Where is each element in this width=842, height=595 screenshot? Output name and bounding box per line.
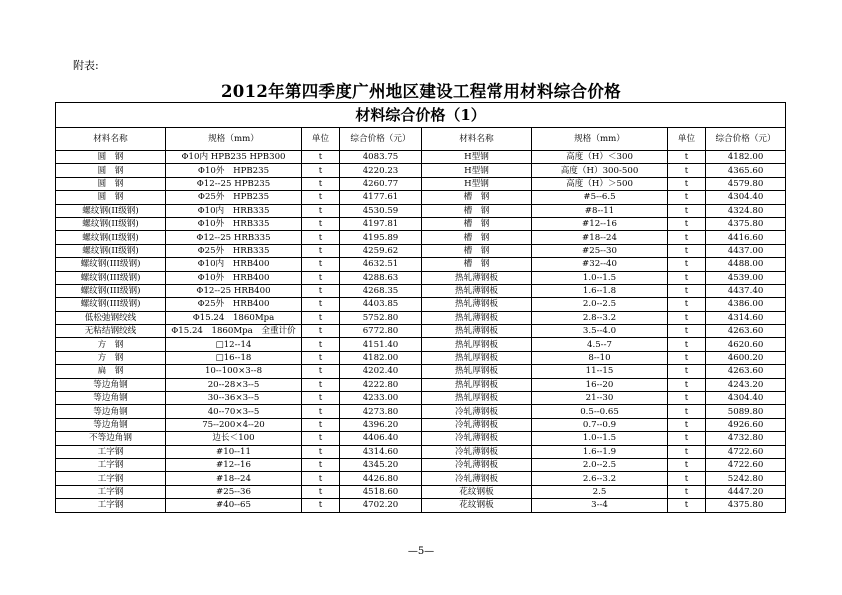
material-name-right: 冷轧薄钢板 [422,472,532,485]
material-name-left: 工字钢 [56,499,166,512]
price-left: 4220.23 [340,164,422,177]
unit-right: t [668,244,706,257]
material-name-right: 热轧薄钢板 [422,311,532,324]
spec-right: #12--16 [532,217,668,230]
table-row [56,445,786,458]
price-left: 4197.81 [340,217,422,230]
material-name-left: 圆 钢 [56,151,166,164]
unit-left: t [302,325,340,338]
price-right: 4600.20 [706,351,786,364]
material-name-left: 等边角钢 [56,418,166,431]
price-left: 4268.35 [340,284,422,297]
spec-left: 20--28×3--5 [166,378,302,391]
spec-right: #32--40 [532,258,668,271]
material-name-left: 方 钢 [56,351,166,364]
price-right: 4416.60 [706,231,786,244]
price-left: 4151.40 [340,338,422,351]
table-row [56,284,786,297]
price-left: 4182.00 [340,351,422,364]
spec-right: #25--30 [532,244,668,257]
unit-left: t [302,258,340,271]
material-name-right: 冷轧薄钢板 [422,432,532,445]
price-left: 4202.40 [340,365,422,378]
price-right: 4447.20 [706,485,786,498]
spec-right: 2.8--3.2 [532,311,668,324]
unit-left: t [302,204,340,217]
material-name-right: 热轧薄钢板 [422,325,532,338]
unit-left: t [302,271,340,284]
material-name-right: 花纹钢板 [422,499,532,512]
table-row [56,338,786,351]
attachment-label: 附表: [73,59,99,72]
spec-right: #18--24 [532,231,668,244]
spec-left: 40--70×3--5 [166,405,302,418]
table-row [56,177,786,190]
material-name-right: 热轧厚钢板 [422,365,532,378]
unit-right: t [668,472,706,485]
spec-left: Φ10内 HRB335 [166,204,302,217]
unit-left: t [302,499,340,512]
spec-left: Φ10内 HRB400 [166,258,302,271]
unit-right: t [668,405,706,418]
material-name-right: 槽 钢 [422,258,532,271]
table-row [56,325,786,338]
spec-right: 高度（H）300-500 [532,164,668,177]
spec-left: Φ12--25 HPB235 [166,177,302,190]
unit-left: t [302,151,340,164]
table-row [56,365,786,378]
spec-right: 1.0--1.5 [532,271,668,284]
unit-left: t [302,177,340,190]
price-left: 4233.00 [340,392,422,405]
material-name-left: 无粘结钢绞线 [56,325,166,338]
unit-left: t [302,351,340,364]
unit-right: t [668,151,706,164]
spec-left: Φ25外 HRB400 [166,298,302,311]
unit-right: t [668,499,706,512]
spec-right: 0.7--0.9 [532,418,668,431]
unit-right: t [668,311,706,324]
price-left: 5752.80 [340,311,422,324]
material-name-left: 圆 钢 [56,191,166,204]
table-row [56,164,786,177]
material-name-right: H型钢 [422,177,532,190]
spec-right: 4.5--7 [532,338,668,351]
table-row [56,151,786,164]
price-right: 4386.00 [706,298,786,311]
header-unit-right: 单位 [668,128,706,151]
price-left: 4530.59 [340,204,422,217]
unit-left: t [302,458,340,471]
header-row [56,128,786,151]
unit-right: t [668,164,706,177]
spec-right: 1.0--1.5 [532,432,668,445]
unit-right: t [668,217,706,230]
spec-left: Φ12--25 HRB335 [166,231,302,244]
price-left: 4426.80 [340,472,422,485]
unit-right: t [668,258,706,271]
unit-right: t [668,418,706,431]
table-row [56,244,786,257]
price-left: 6772.80 [340,325,422,338]
unit-left: t [302,284,340,297]
material-name-right: 花纹钢板 [422,485,532,498]
material-name-left: 等边角钢 [56,405,166,418]
price-right: 4620.60 [706,338,786,351]
price-right: 4365.60 [706,164,786,177]
material-name-right: 热轧薄钢板 [422,271,532,284]
table-row [56,298,786,311]
spec-left: Φ10外 HPB235 [166,164,302,177]
material-name-right: 冷轧薄钢板 [422,405,532,418]
material-name-left: 螺纹钢(II级钢) [56,217,166,230]
unit-right: t [668,298,706,311]
price-left: 4396.20 [340,418,422,431]
unit-right: t [668,177,706,190]
material-name-left: 工字钢 [56,458,166,471]
spec-right: 8--10 [532,351,668,364]
spec-left: 30--36×3--5 [166,392,302,405]
material-name-right: 热轧薄钢板 [422,298,532,311]
table-row [56,191,786,204]
table-row [56,418,786,431]
spec-right: 高度（H）＜300 [532,151,668,164]
unit-left: t [302,392,340,405]
price-right: 4375.80 [706,499,786,512]
spec-right: 3--4 [532,499,668,512]
table-row [56,378,786,391]
table-row [56,311,786,324]
price-right: 4304.40 [706,191,786,204]
material-name-right: 热轧厚钢板 [422,351,532,364]
price-left: 4314.60 [340,445,422,458]
header-spec-right: 规格（mm） [532,128,668,151]
price-left: 4222.80 [340,378,422,391]
unit-right: t [668,485,706,498]
unit-left: t [302,365,340,378]
spec-left: Φ15.24 1860Mpa 全重计价 [166,325,302,338]
spec-right: 16--20 [532,378,668,391]
material-name-left: 螺纹钢(II级钢) [56,244,166,257]
spec-left: □12--14 [166,338,302,351]
unit-left: t [302,432,340,445]
price-right: 4732.80 [706,432,786,445]
price-left: 4259.62 [340,244,422,257]
unit-left: t [302,244,340,257]
table-row [56,271,786,284]
spec-left: Φ15.24 1860Mpa [166,311,302,324]
table-row [56,432,786,445]
spec-right: 3.5--4.0 [532,325,668,338]
spec-left: #18--24 [166,472,302,485]
spec-right: 2.0--2.5 [532,458,668,471]
spec-left: #10--11 [166,445,302,458]
header-name-left: 材料名称 [56,128,166,151]
price-left: 4288.63 [340,271,422,284]
spec-left: Φ12--25 HRB400 [166,284,302,297]
material-name-right: 冷轧薄钢板 [422,445,532,458]
price-right: 4375.80 [706,217,786,230]
unit-right: t [668,378,706,391]
price-right: 4243.20 [706,378,786,391]
spec-left: Φ10外 HRB400 [166,271,302,284]
unit-left: t [302,405,340,418]
unit-right: t [668,204,706,217]
header-spec-left: 规格（mm） [166,128,302,151]
table-row [56,231,786,244]
material-name-left: 圆 钢 [56,164,166,177]
table-subtitle: 材料综合价格（1） [56,103,786,128]
price-left: 4195.89 [340,231,422,244]
material-name-left: 不等边角钢 [56,432,166,445]
page-number: —5— [407,546,435,557]
material-name-right: 槽 钢 [422,217,532,230]
table-row [56,485,786,498]
unit-left: t [302,164,340,177]
unit-left: t [302,298,340,311]
table-row [56,258,786,271]
price-right: 5242.80 [706,472,786,485]
price-left: 4083.75 [340,151,422,164]
price-left: 4403.85 [340,298,422,311]
unit-left: t [302,472,340,485]
spec-left: 10--100×3--8 [166,365,302,378]
header-price-left: 综合价格（元） [340,128,422,151]
page-title: 2012年第四季度广州地区建设工程常用材料综合价格 [221,82,621,101]
price-left: 4632.51 [340,258,422,271]
price-left: 4518.60 [340,485,422,498]
material-name-right: 热轧厚钢板 [422,338,532,351]
spec-right: 高度（H）＞500 [532,177,668,190]
spec-right: 1.6--1.9 [532,445,668,458]
spec-right: 0.5--0.65 [532,405,668,418]
table-row [56,217,786,230]
material-name-left: 低松弛钢绞线 [56,311,166,324]
spec-right: 2.0--2.5 [532,298,668,311]
table-row [56,499,786,512]
unit-right: t [668,338,706,351]
spec-left: Φ10外 HRB335 [166,217,302,230]
unit-left: t [302,445,340,458]
material-name-right: 槽 钢 [422,231,532,244]
spec-left: Φ25外 HRB335 [166,244,302,257]
price-right: 4314.60 [706,311,786,324]
material-name-left: 工字钢 [56,472,166,485]
unit-left: t [302,418,340,431]
price-left: 4406.40 [340,432,422,445]
price-right: 4722.60 [706,458,786,471]
price-right: 4324.80 [706,204,786,217]
material-name-right: 槽 钢 [422,191,532,204]
price-right: 4926.60 [706,418,786,431]
material-name-left: 方 钢 [56,338,166,351]
material-name-left: 螺纹钢(II级钢) [56,204,166,217]
material-name-right: H型钢 [422,151,532,164]
spec-left: Φ25外 HPB235 [166,191,302,204]
spec-right: 21--30 [532,392,668,405]
unit-right: t [668,284,706,297]
unit-right: t [668,231,706,244]
spec-left: □16--18 [166,351,302,364]
unit-right: t [668,325,706,338]
spec-right: 2.5 [532,485,668,498]
price-right: 4488.00 [706,258,786,271]
spec-right: 11--15 [532,365,668,378]
material-name-left: 工字钢 [56,485,166,498]
price-right: 4722.60 [706,445,786,458]
spec-right: #5--6.5 [532,191,668,204]
price-right: 4579.80 [706,177,786,190]
header-price-right: 综合价格（元） [706,128,786,151]
price-right: 4263.60 [706,325,786,338]
unit-left: t [302,485,340,498]
spec-left: #12--16 [166,458,302,471]
material-name-left: 工字钢 [56,445,166,458]
unit-right: t [668,351,706,364]
unit-left: t [302,338,340,351]
spec-left: #40--65 [166,499,302,512]
spec-right: #8--11 [532,204,668,217]
unit-right: t [668,392,706,405]
material-name-left: 螺纹钢(III级钢) [56,298,166,311]
table-row [56,472,786,485]
price-left: 4345.20 [340,458,422,471]
spec-left: #25--36 [166,485,302,498]
price-right: 4304.40 [706,392,786,405]
table-row [56,392,786,405]
price-left: 4702.20 [340,499,422,512]
material-name-right: 热轧厚钢板 [422,392,532,405]
material-name-right: 槽 钢 [422,244,532,257]
price-right: 5089.80 [706,405,786,418]
material-name-left: 螺纹钢(III级钢) [56,271,166,284]
material-name-left: 等边角钢 [56,392,166,405]
unit-left: t [302,231,340,244]
price-left: 4260.77 [340,177,422,190]
material-name-right: 热轧厚钢板 [422,378,532,391]
table-row [56,351,786,364]
unit-left: t [302,311,340,324]
spec-left: Φ10内 HPB235 HPB300 [166,151,302,164]
material-name-left: 扁 钢 [56,365,166,378]
price-right: 4539.00 [706,271,786,284]
table-row [56,204,786,217]
unit-right: t [668,271,706,284]
material-name-right: 槽 钢 [422,204,532,217]
price-right: 4182.00 [706,151,786,164]
material-name-left: 螺纹钢(II级钢) [56,231,166,244]
price-left: 4273.80 [340,405,422,418]
material-name-left: 圆 钢 [56,177,166,190]
material-name-right: 冷轧薄钢板 [422,458,532,471]
unit-right: t [668,365,706,378]
unit-right: t [668,191,706,204]
spec-left: 边长＜100 [166,432,302,445]
price-left: 4177.61 [340,191,422,204]
material-name-left: 螺纹钢(III级钢) [56,258,166,271]
price-right: 4263.60 [706,365,786,378]
material-name-left: 螺纹钢(III级钢) [56,284,166,297]
table-row [56,405,786,418]
price-right: 4437.00 [706,244,786,257]
spec-right: 2.6--3.2 [532,472,668,485]
material-name-right: 热轧薄钢板 [422,284,532,297]
unit-left: t [302,217,340,230]
unit-left: t [302,378,340,391]
price-table [55,102,786,513]
material-name-right: 冷轧薄钢板 [422,418,532,431]
table-row [56,458,786,471]
unit-right: t [668,458,706,471]
unit-left: t [302,191,340,204]
header-name-right: 材料名称 [422,128,532,151]
spec-right: 1.6--1.8 [532,284,668,297]
unit-right: t [668,445,706,458]
unit-right: t [668,432,706,445]
price-right: 4437.40 [706,284,786,297]
header-unit-left: 单位 [302,128,340,151]
spec-left: 75--200×4--20 [166,418,302,431]
material-name-right: H型钢 [422,164,532,177]
material-name-left: 等边角钢 [56,378,166,391]
